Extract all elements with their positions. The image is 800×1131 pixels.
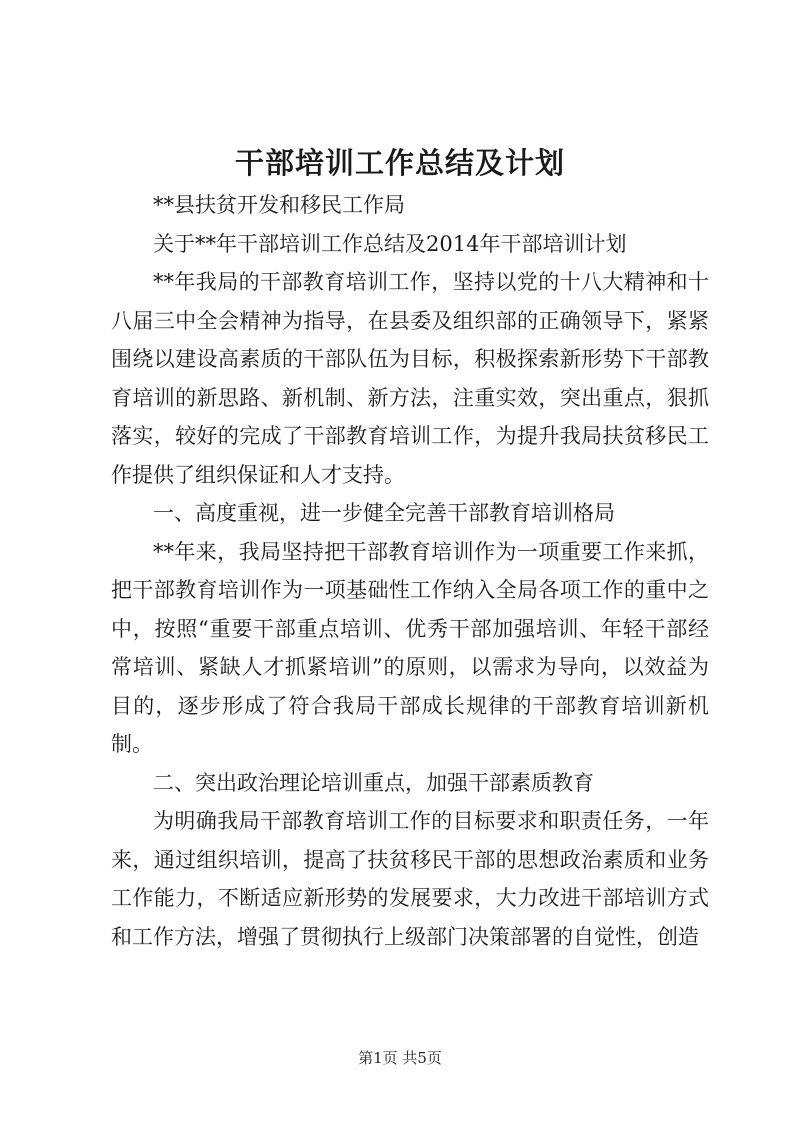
paragraph-section-1: **年来，我局坚持把干部教育培训作为一项重要工作来抓，把干部教育培训作为一项基础性工作纳入全局各项工作的重中之中，按照“重要干部重点培训、优秀干部加强培训、年轻干部经常培训、紧缺人才抓紧培训”的原则，以需求为导向，以效益为目的，逐步形成了符合我局干部成长规律的干部教育培训新机制。 [111,539,709,756]
paragraph-subtitle: 关于**年干部培训工作总结及2014年干部培训计划 [153,231,627,256]
document-title: 干部培训工作总结及计划 [234,146,565,180]
page-number-footer: 第1页 共5页 [358,1049,442,1067]
section-heading-2: 二、突出政治理论培训重点，加强干部素质教育 [153,770,594,795]
paragraph-organization: **县扶贫开发和移民工作局 [153,193,405,217]
paragraph-section-2: 为明确我局干部教育培训工作的目标要求和职责任务，一年来，通过组织培训，提高了扶贫移民干部的思想政治素质和业务工作能力，不断适应新形势的发展要求，大力改进干部培训方式和工作方法，增强了贯彻执行上级部门决策部署的自觉性，创造 [111,809,709,949]
paragraph-intro: **年我局的干部教育培训工作，坚持以党的十八大精神和十八届三中全会精神为指导，在县委及组织部的正确领导下，紧紧围绕以建设高素质的干部队伍为目标，积极探索新形势下干部教育培训的新思路、新机制、新方法，注重实效，突出重点，狠抓落实，较好的完成了干部教育培训工作，为提升我局扶贫移民工作提供了组织保证和人才支持。 [111,270,709,487]
section-heading-1: 一、高度重视，进一步健全完善干部教育培训格局 [153,501,615,525]
document-body [111,186,709,956]
